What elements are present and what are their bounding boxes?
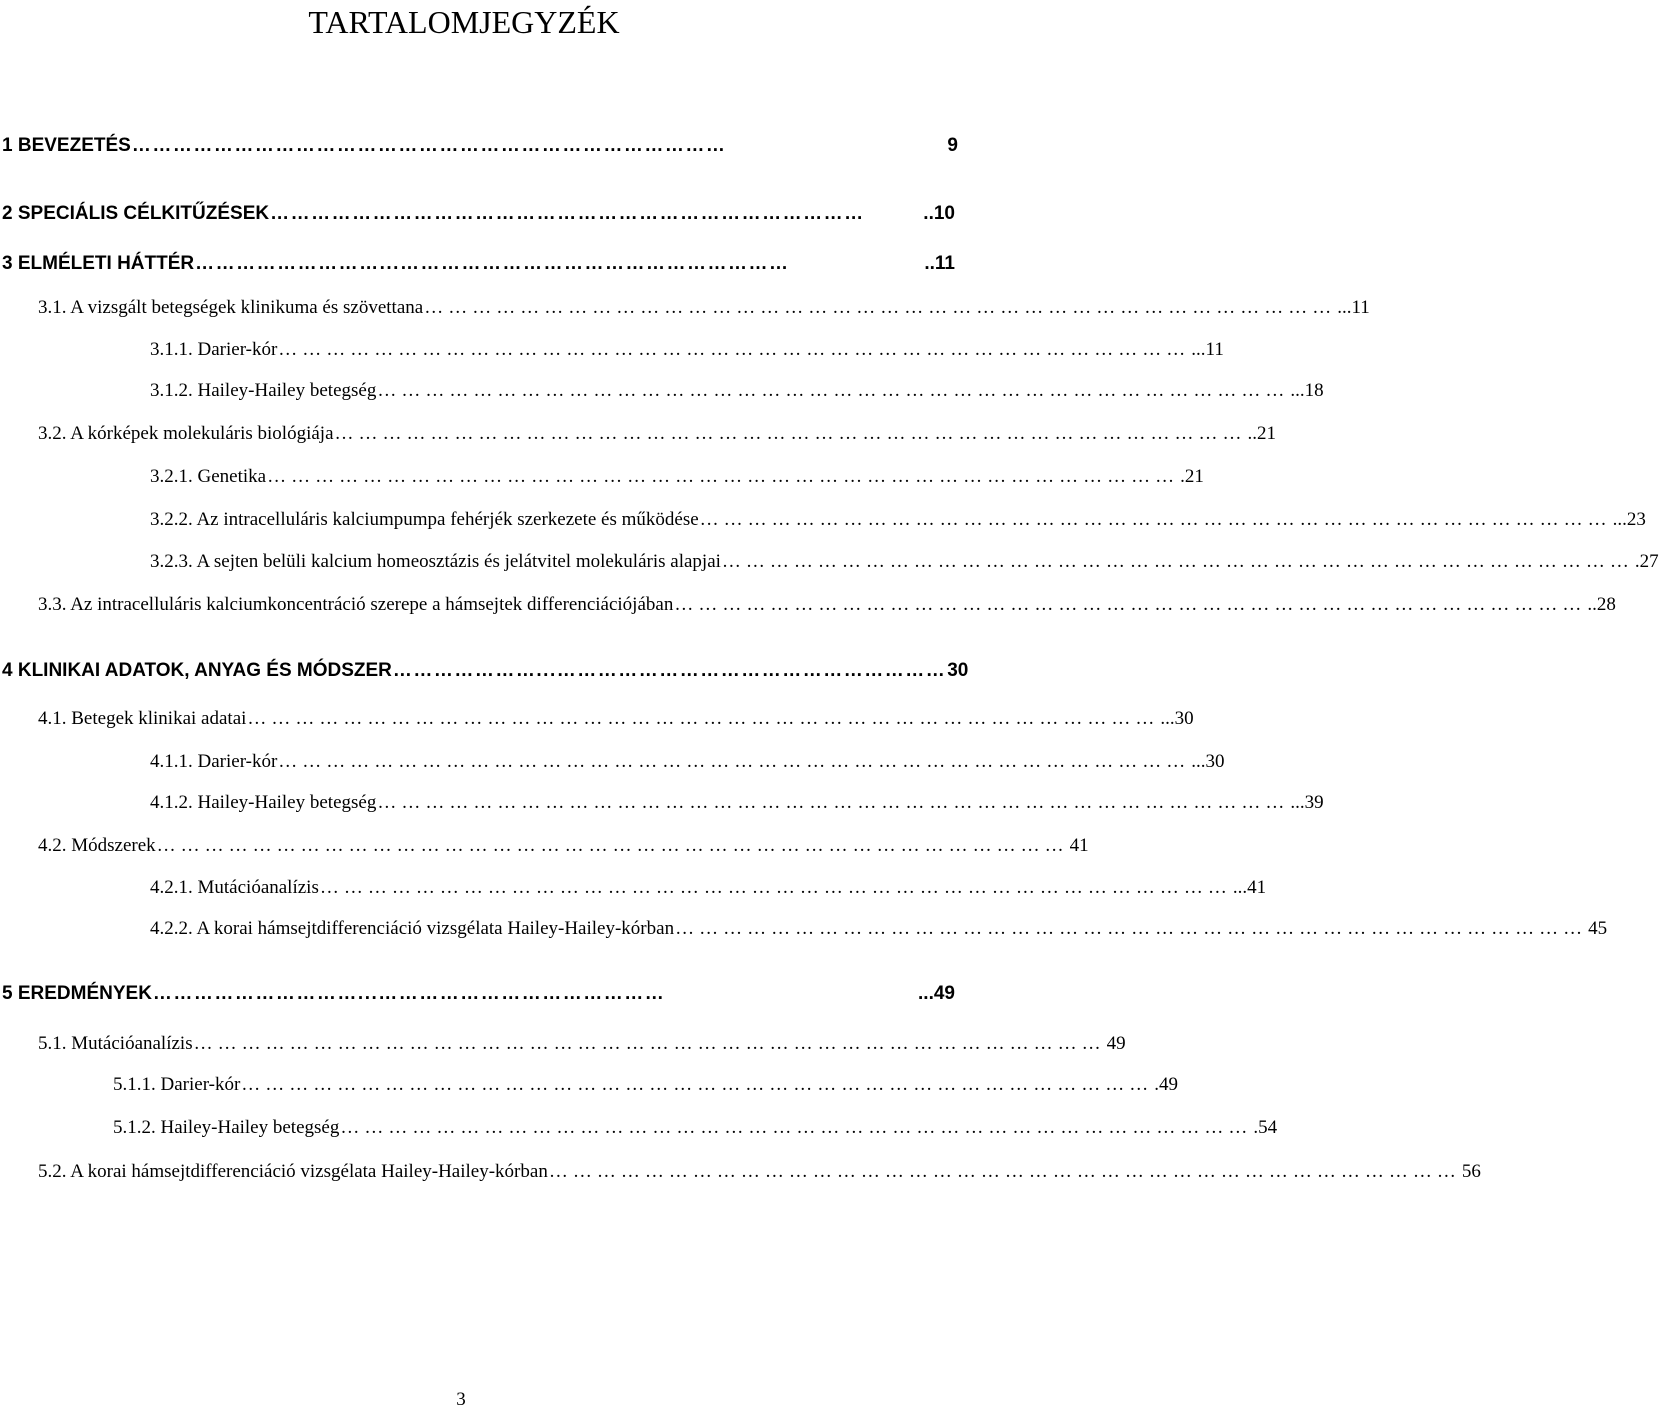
toc-entry-page: ..28 [1587, 594, 1616, 615]
toc-entry-label: 3.2.1. Genetika [150, 466, 267, 487]
dot-leader: …………………………………………………………………………… [131, 135, 727, 156]
toc-entry-page: 45 [1588, 918, 1608, 939]
toc-entry-4-1-2[interactable] [150, 791, 1324, 815]
toc-entry-page: 56 [1461, 1161, 1481, 1182]
toc-entry-page: .21 [1180, 466, 1204, 487]
dot-leader: …………………………………………………………………………………………………… [193, 1033, 1106, 1054]
toc-entry-5[interactable] [2, 982, 955, 1006]
toc-entry-label: 4.2. Módszerek [38, 835, 156, 856]
toc-entry-page: 41 [1069, 835, 1089, 856]
toc-entry-1[interactable] [2, 134, 958, 158]
toc-entry-label: 3.1. A vizsgált betegségek klinikuma és szövettana [38, 297, 424, 318]
dot-leader: …………………………………………………………………………………………………… [699, 509, 1612, 530]
toc-entry-page: ...18 [1290, 380, 1324, 401]
toc-entry-label: 2 SPECIÁLIS CÉLKITŰZÉSEK [2, 203, 270, 224]
page-title: TARTALOMJEGYZÉK [308, 4, 620, 40]
toc-entry-label: 3.2.3. A sejten belüli kalcium homeosztázis és jelátvitel molekuláris alapjai [150, 551, 721, 572]
toc-entry-page: ..11 [924, 253, 955, 274]
toc-entry-label: 3 ELMÉLETI HÁTTÉR [2, 253, 195, 274]
toc-entry-label: 5 EREDMÉNYEK [2, 983, 152, 1004]
toc-entry-3-2-3[interactable] [150, 550, 1659, 574]
toc-entry-4-1[interactable] [38, 707, 1194, 731]
dot-leader: …………………………………………………………………………………………………… [424, 297, 1337, 318]
toc-entry-page: 30 [947, 660, 969, 681]
toc-entry-page: ...30 [1160, 708, 1194, 729]
toc-entry-page: ...11 [1337, 297, 1370, 318]
toc-entry-5-1-2[interactable] [113, 1116, 1278, 1140]
dot-leader: …………………………………………………………………………………………………… [278, 339, 1191, 360]
toc-entry-label: 5.1. Mutációanalízis [38, 1033, 193, 1054]
dot-leader: …………………………………………………………………………………………………… [674, 594, 1587, 615]
toc-entry-label: 5.1.1. Darier-kór [113, 1074, 241, 1095]
toc-entry-label: 5.2. A korai hámsejtdifferenciáció vizsgélata Hailey-Hailey-kórban [38, 1161, 548, 1182]
dot-leader: …………………………………………………………………………………………………… [278, 751, 1191, 772]
dot-leader: ………………………...………………………………………………… [195, 253, 790, 274]
toc-entry-page: ...41 [1232, 877, 1267, 898]
toc-entry-3[interactable] [2, 252, 955, 276]
toc-entry-label: 4.1.1. Darier-kór [150, 751, 278, 772]
dot-leader: …………………………………………………………………………………………………… [377, 380, 1290, 401]
dot-leader: …………………………………………………………………………………………………… [241, 1074, 1154, 1095]
toc-entry-label: 4 KLINIKAI ADATOK, ANYAG ÉS MÓDSZER [2, 660, 392, 681]
dot-leader: …………………………………………………………………………………………………… [675, 918, 1588, 939]
dot-leader: …………………………………………………………………………………………………… [721, 551, 1634, 572]
dot-leader: …………………………………………………………………………………………………… [334, 423, 1247, 444]
toc-entry-3-2-2[interactable] [150, 508, 1646, 532]
toc-entry-label: 4.1.2. Hailey-Hailey betegség [150, 792, 377, 813]
toc-entry-page: .49 [1154, 1074, 1179, 1095]
toc-entry-3-2-1[interactable] [150, 465, 1204, 489]
dot-leader: …………………...………………………………………………… [392, 660, 947, 681]
toc-entry-page: 49 [1106, 1033, 1126, 1054]
toc-entry-page: ...11 [1191, 339, 1224, 360]
toc-entry-label: 3.1.2. Hailey-Hailey betegség [150, 380, 377, 401]
dot-leader: …………………………………………………………………………………………………… [319, 877, 1232, 898]
dot-leader: …………………………………………………………………………………………………… [340, 1117, 1253, 1138]
dot-leader: …………………………...…………………………………… [152, 983, 666, 1004]
dot-leader: …………………………………………………………………………………………………… [156, 835, 1069, 856]
toc-entry-4-1-1[interactable] [150, 750, 1225, 774]
toc-entry-3-1[interactable] [38, 296, 1370, 320]
toc-entry-2[interactable] [2, 202, 955, 226]
toc-entry-3-3[interactable] [38, 593, 1616, 617]
toc-entry-label: 5.1.2. Hailey-Hailey betegség [113, 1117, 340, 1138]
toc-entry-page: ..10 [923, 203, 955, 224]
toc-entry-3-1-1[interactable] [150, 338, 1224, 362]
toc-entry-4-2-1[interactable] [150, 876, 1267, 900]
toc-entry-label: 3.2.2. Az intracelluláris kalciumpumpa fehérjék szerkezete és működése [150, 509, 699, 530]
dot-leader: …………………………………………………………………………… [270, 203, 865, 224]
toc-entry-label: 3.3. Az intracelluláris kalciumkoncentráció szerepe a hámsejtek differenciációjában [38, 594, 674, 615]
toc-entry-5-1-1[interactable] [113, 1073, 1179, 1097]
dot-leader: …………………………………………………………………………………………………… [377, 792, 1290, 813]
toc-entry-5-2[interactable] [38, 1160, 1481, 1184]
dot-leader: …………………………………………………………………………………………………… [548, 1161, 1461, 1182]
toc-entry-label: 4.2.2. A korai hámsejtdifferenciáció vizsgélata Hailey-Hailey-kórban [150, 918, 675, 939]
toc-entry-page: ..21 [1247, 423, 1277, 444]
toc-entry-page: ...49 [918, 983, 955, 1004]
toc-entry-label: 4.2.1. Mutációanalízis [150, 877, 319, 898]
toc-entry-page: .27 [1634, 551, 1659, 572]
toc-entry-4-2-2[interactable] [150, 917, 1608, 941]
toc-entry-3-2[interactable] [38, 422, 1277, 446]
toc-entry-page: ...39 [1290, 792, 1324, 813]
toc-entry-label: 3.1.1. Darier-kór [150, 339, 278, 360]
toc-entry-4[interactable] [2, 659, 969, 683]
toc-entry-label: 4.1. Betegek klinikai adatai [38, 708, 247, 729]
toc-entry-page: .54 [1253, 1117, 1278, 1138]
toc-entry-5-1[interactable] [38, 1032, 1126, 1056]
dot-leader: …………………………………………………………………………………………………… [247, 708, 1160, 729]
toc-entry-3-1-2[interactable] [150, 379, 1324, 403]
toc-entry-4-2[interactable] [38, 834, 1089, 858]
toc-entry-page: ...23 [1612, 509, 1646, 530]
toc-entry-label: 1 BEVEZETÉS [2, 135, 131, 156]
dot-leader: …………………………………………………………………………………………………… [267, 466, 1180, 487]
page-number: 3 [456, 1389, 466, 1410]
toc-entry-page: ...30 [1191, 751, 1225, 772]
toc-entry-page: 9 [947, 135, 958, 156]
toc-entry-label: 3.2. A kórképek molekuláris biológiája [38, 423, 334, 444]
